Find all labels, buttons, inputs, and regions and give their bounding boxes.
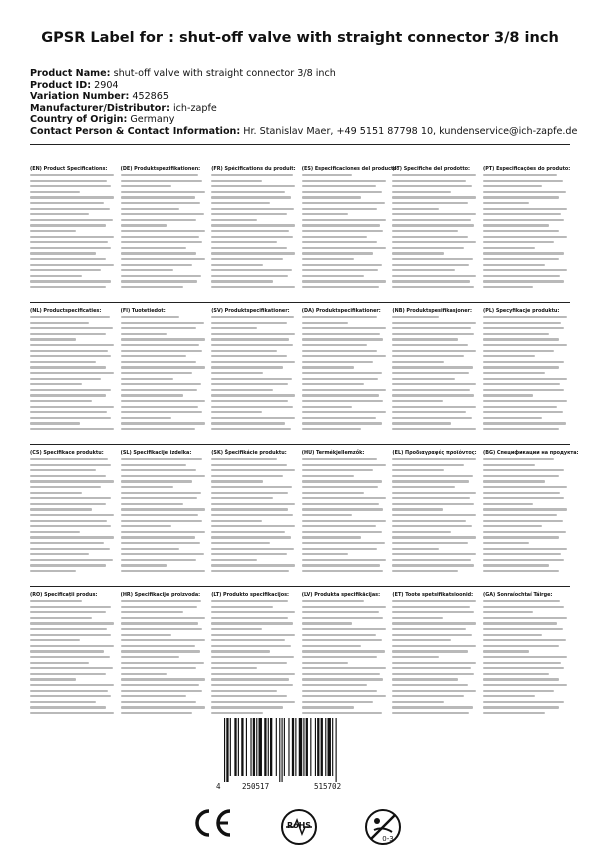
spec-text-lines — [302, 316, 388, 430]
spec-block-header: (FR) Spécifications du produit: — [211, 166, 296, 172]
spec-block-lt — [211, 592, 297, 724]
barcode-bar — [310, 718, 311, 776]
spec-block-ga — [483, 592, 569, 724]
spec-text-lines — [211, 316, 297, 430]
product-id-label: Product ID: — [30, 79, 92, 91]
barcode-bar — [268, 718, 269, 776]
contact-label: Contact Person & Contact Information: — [30, 125, 241, 137]
barcode-bar — [279, 718, 280, 782]
band-divider — [30, 444, 570, 445]
spec-band — [30, 450, 579, 582]
barcode-bar — [332, 718, 333, 776]
barcode-bar — [238, 718, 239, 776]
barcode-bar — [250, 718, 251, 776]
barcode-digit-right: 515702 — [314, 782, 342, 791]
spec-block-hr — [121, 592, 207, 724]
barcode-digits — [214, 782, 386, 794]
spec-text-lines — [121, 458, 207, 572]
spec-text-lines — [392, 316, 478, 430]
age-warning-icon — [362, 806, 404, 848]
spec-block-de — [121, 166, 207, 298]
barcode-bar — [288, 718, 289, 776]
barcode-bar — [317, 718, 319, 776]
barcode-bar — [295, 718, 296, 776]
compliance-icons — [180, 806, 420, 846]
spec-text-lines — [392, 174, 478, 288]
spec-block-pt — [483, 166, 569, 298]
spec-text-lines — [392, 600, 478, 714]
origin-label: Country of Origin: — [30, 114, 128, 125]
svg-text:RoHS: RoHS — [286, 821, 312, 830]
barcode-bar — [325, 718, 326, 776]
spec-text-lines — [483, 600, 569, 714]
spec-block-header: (EL) Προδιαγραφές προϊόντος: — [392, 450, 477, 456]
spec-text-lines — [302, 174, 388, 288]
page-title: GPSR Label for : shut-off valve with straight connector 3/8 inch — [41, 30, 559, 46]
manufacturer-label: Manufacturer/Distributor: — [30, 102, 170, 114]
spec-block-en — [30, 166, 116, 298]
spec-text-lines — [30, 600, 116, 714]
spec-text-lines — [121, 174, 207, 288]
spec-text-lines — [211, 458, 297, 572]
spec-text-lines — [30, 316, 116, 430]
spec-block-header: (PT) Especificações do produto: — [483, 166, 571, 172]
spec-block-header: (FI) Tuotetiedot: — [120, 308, 166, 314]
barcode-bar — [224, 718, 225, 782]
spec-block-header: (HR) Specifikacije proizvoda: — [120, 592, 201, 598]
spec-text-lines — [483, 458, 569, 572]
spec-block-header: (IT) Specifiche del prodotto: — [392, 166, 470, 172]
contact-row — [30, 125, 578, 138]
spec-block-es — [301, 166, 399, 298]
barcode-bar — [306, 718, 308, 776]
spec-band — [30, 166, 570, 298]
barcode-bar — [299, 718, 302, 776]
spec-block-header: (EN) Product Specifications: — [30, 166, 108, 172]
spec-block-sl — [121, 450, 207, 582]
spec-text-lines — [483, 316, 569, 430]
spec-block-el — [392, 450, 478, 582]
spec-block-cs — [30, 450, 116, 582]
variation-value: 452865 — [132, 91, 169, 102]
spec-block-header: (GA) Sonraíochtaí Táirge: — [483, 592, 553, 598]
spec-block-sk — [211, 450, 297, 582]
origin-row — [30, 114, 575, 126]
barcode-digit-left: 250517 — [242, 782, 270, 791]
barcode-bar — [270, 718, 272, 776]
spec-block-header: (LV) Produkta specifikācijas: — [301, 592, 381, 598]
variation-row — [30, 91, 575, 103]
barcode-bar — [282, 718, 283, 782]
spec-block-bg — [483, 450, 579, 582]
spec-block-sv — [211, 308, 297, 440]
spec-text-lines — [302, 458, 388, 572]
manufacturer-row — [30, 103, 575, 115]
spec-block-header: (DA) Produktspecifikationer: — [301, 308, 381, 314]
spec-block-header: (NL) Productspecificaties: — [30, 308, 102, 314]
spec-block-header: (SV) Produktspecifikationer: — [211, 308, 290, 314]
spec-block-nl — [30, 308, 116, 440]
barcode-bar — [259, 718, 262, 776]
spec-block-pl — [483, 308, 569, 440]
variation-label: Variation Number: — [30, 91, 130, 102]
barcode-bar — [230, 718, 231, 776]
barcode-bar — [241, 718, 243, 776]
spec-block-header: (LT) Produkto specifikacijos: — [211, 592, 289, 598]
spec-block-header: (ET) Toote spetsifikatsioonid: — [392, 592, 474, 598]
spec-text-lines — [30, 174, 116, 288]
product-name-value: shut-off valve with straight connector 3/8 inch — [113, 68, 336, 79]
spec-text-lines — [121, 600, 207, 714]
barcode-digit-lead: 4 — [216, 782, 221, 791]
spec-block-fi — [121, 308, 207, 440]
spec-block-it — [392, 166, 478, 298]
spec-block-fr — [211, 166, 297, 298]
spec-text-lines — [211, 174, 297, 288]
svg-text:0-3: 0-3 — [382, 835, 394, 843]
product-name-row — [30, 68, 575, 80]
barcode-bar — [321, 718, 323, 776]
barcode-bar — [303, 718, 304, 776]
spec-block-da — [302, 308, 388, 440]
barcode-bar — [276, 718, 277, 776]
barcode-bars — [214, 718, 386, 782]
spec-text-lines — [302, 600, 388, 714]
spec-block-header: (ES) Especificaciones del producto: — [301, 166, 399, 172]
spec-text-lines — [30, 458, 116, 572]
spec-block-nb — [392, 308, 478, 440]
spec-block-header: (HU) Termékjellemzők: — [301, 450, 365, 456]
spec-block-header: (NB) Produktspesifikasjoner: — [392, 308, 472, 314]
barcode-bar — [284, 718, 285, 776]
barcode-bar — [256, 718, 257, 776]
spec-block-lv — [302, 592, 388, 724]
product-info — [30, 68, 578, 137]
contact-value: Hr. Stanislav Maer, +49 5151 87798 10, kundenservice@ich-zapfe.de — [243, 125, 578, 137]
barcode-bar — [328, 718, 331, 776]
spec-block-header: (CS) Specifikace produktu: — [30, 450, 104, 456]
barcode-bar — [226, 718, 228, 782]
spec-block-header: (BG) Спецификации на продукта: — [483, 450, 579, 456]
ean-barcode — [214, 718, 386, 794]
spec-block-header: (RO) Specificații produs: — [30, 592, 98, 598]
spec-block-header: (PL) Specyfikacje produktu: — [483, 308, 560, 314]
spec-band — [30, 308, 570, 440]
spec-block-header: (SK) Špecifikácie produktu: — [211, 450, 287, 456]
spec-text-lines — [392, 458, 478, 572]
barcode-bar — [315, 718, 316, 776]
barcode-bar — [292, 718, 294, 776]
product-name-label: Product Name: — [30, 68, 111, 79]
ce-mark-icon — [190, 806, 234, 840]
manufacturer-value: ich-zapfe — [172, 102, 217, 114]
barcode-bar — [336, 718, 337, 782]
spec-block-header: (DE) Produktspezifikationen: — [120, 166, 201, 172]
barcode-bar — [234, 718, 236, 776]
spec-text-lines — [211, 600, 297, 714]
barcode-bar — [246, 718, 247, 776]
product-id-value: 2904 — [94, 79, 119, 91]
spec-block-header: (SL) Specifikacije izdelka: — [120, 450, 192, 456]
spec-block-hu — [302, 450, 388, 582]
spec-block-et — [392, 592, 478, 724]
header-divider — [30, 144, 570, 145]
band-divider — [30, 302, 570, 303]
spec-band — [30, 592, 570, 724]
spec-block-ro — [30, 592, 116, 724]
product-id-row — [30, 80, 575, 92]
spec-text-lines — [121, 316, 207, 430]
band-divider — [30, 586, 570, 587]
origin-value: Germany — [130, 114, 175, 125]
rohs-icon — [278, 806, 320, 848]
barcode-bar — [264, 718, 266, 776]
spec-text-lines — [483, 174, 569, 288]
barcode-bar — [253, 718, 255, 776]
